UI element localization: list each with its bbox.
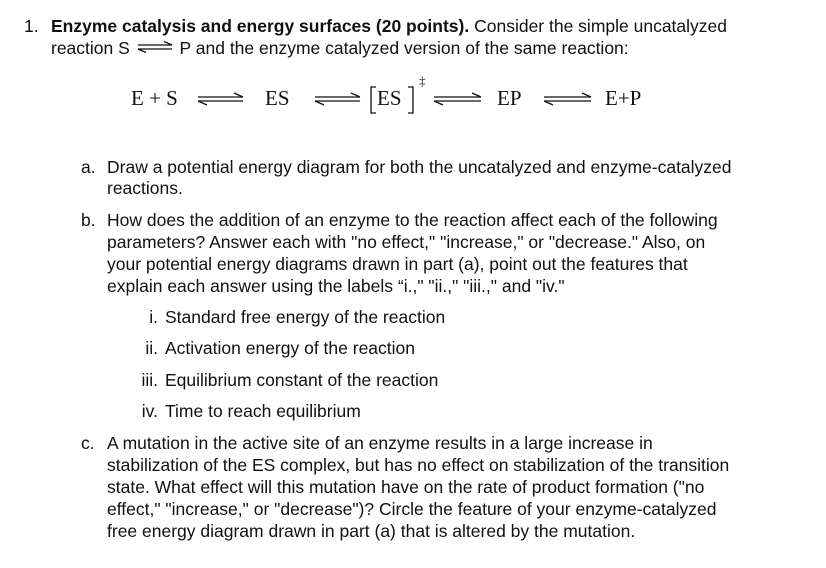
part-b-label: b. [81,210,96,230]
question-title: Enzyme catalysis and energy surfaces (20 points). [51,16,470,36]
question-intro-rest: Consider the simple uncatalyzed [469,16,728,36]
equilibrium-arrow-icon [196,92,246,106]
subitem-iii-label: iii. [141,370,158,390]
eq-e-plus-p: E+P [605,86,642,110]
question-intro-line-1 [51,15,727,37]
left-bracket-icon [369,86,377,114]
intro-reaction-rest: P and the enzyme catalyzed version of the same reaction: [179,38,629,58]
eq-e-plus-s: E + S [131,86,178,110]
part-a-line-2: reactions. [107,178,183,198]
question-number: 1. [24,16,39,36]
right-bracket-icon [407,86,415,114]
part-c-line-5: free energy diagram drawn in part (a) that is altered by the mutation. [107,521,636,541]
eq-es-transition-state: ES [377,86,402,110]
equilibrium-arrow-icon [432,92,484,106]
subitem-ii-label: ii. [145,338,158,358]
equilibrium-arrow-icon [542,92,594,106]
part-b-line-3: your potential energy diagrams drawn in part (a), point out the features that [107,254,688,274]
question-intro-line-2 [51,37,629,59]
part-c-line-3: state. What effect will this mutation have on the rate of product formation ("no [107,477,705,497]
equilibrium-arrow-icon [313,92,363,106]
part-c-label: c. [81,433,95,453]
subitem-iv-text: Time to reach equilibrium [165,401,361,421]
subitem-i-text: Standard free energy of the reaction [165,307,446,327]
eq-ep: EP [497,86,522,110]
part-b-line-4: explain each answer using the labels “i.," "ii.," "iii.," and "iv." [107,276,565,296]
subitem-iv-label: iv. [141,401,158,421]
subitem-i-label: i. [149,307,158,327]
part-c-line-1: A mutation in the active site of an enzyme results in a large increase in [107,433,653,453]
part-c-line-4: effect," "increase," or "decrease")? Circle the feature of your enzyme-catalyzed [107,499,717,519]
eq-es: ES [265,86,290,110]
part-a-line-1: Draw a potential energy diagram for both the uncatalyzed and enzyme-catalyzed [107,157,732,177]
part-c-line-2: stabilization of the ES complex, but has no effect on stabilization of the transition [107,455,730,475]
equilibrium-arrow-icon [135,41,175,53]
reaction-equation [0,73,826,118]
part-b-line-1: How does the addition of an enzyme to the reaction affect each of the following [107,210,718,230]
subitem-ii-text: Activation energy of the reaction [165,338,416,358]
part-a-label: a. [81,157,96,177]
subitem-iii-text: Equilibrium constant of the reaction [165,370,439,390]
part-b-line-2: parameters? Answer each with "no effect," "increase," or "decrease." Also, on [107,232,706,252]
intro-reaction-s: reaction S [51,38,130,58]
dagger-superscript: ‡ [419,73,426,88]
